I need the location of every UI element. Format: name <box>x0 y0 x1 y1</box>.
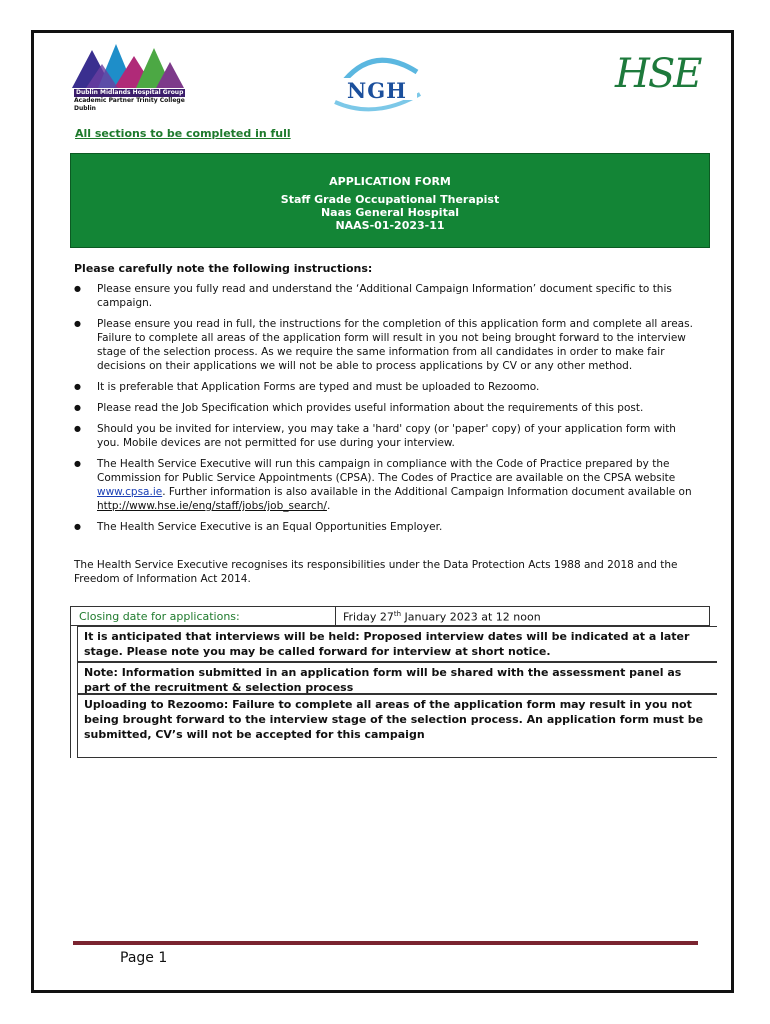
hse-jobs-link[interactable]: http://www.hse.ie/eng/staff/jobs/job_search/ <box>97 500 327 512</box>
complete-all-notice: All sections to be completed in full <box>75 127 291 140</box>
hse-logo <box>615 46 701 102</box>
position-title: Staff Grade Occupational Therapist <box>280 193 500 206</box>
bullet-icon: ● <box>74 319 81 328</box>
interview-note: It is anticipated that interviews will be held: Proposed interview dates will be indicated at a later stage. Please note you may be called forward for interview at short notice. <box>77 626 717 662</box>
rezoomo-upload-note: Uploading to Rezoomo: Failure to complete all areas of the application form may result in you not being brought forward to the interview stage of the selection process. An application form must be submitted, CV’s will not be accepted for this campaign <box>77 694 717 758</box>
page-number: Page 1 <box>120 950 168 966</box>
form-title: APPLICATION FORM <box>329 175 451 188</box>
bullet-icon: ● <box>74 382 81 391</box>
hse-text: HSE <box>615 51 701 97</box>
list-item: ● Should you be invited for interview, you may take a 'hard' copy (or 'paper' copy) of your application form with you. Mobile devices are not permitted for use during your interview. <box>74 423 676 449</box>
bullet-icon: ● <box>74 284 81 293</box>
list-item: ● The Health Service Executive will run this campaign in compliance with the Code of Practice prepared by the Commission for Public Service Appointments (CPSA). The Codes of Practice are available on the CPSA website www.cpsa.ie. Further information is also available in the Additional Campaign Information document available on http://www.hse.ie/eng/staff/jobs/job_search/. <box>74 458 692 512</box>
instructions-list <box>74 282 699 541</box>
ngh-logo <box>325 50 425 114</box>
instructions-heading: Please carefully note the following instructions: <box>74 262 373 275</box>
bullet-icon: ● <box>74 522 81 531</box>
closing-date-value: Friday 27th January 2023 at 12 noon <box>343 610 541 624</box>
reference-code: NAAS-01-2023-11 <box>335 219 445 232</box>
bullet-icon: ● <box>74 459 81 468</box>
panel-sharing-note: Note: Information submitted in an application form will be shared with the assessment panel as part of the recruitment & selection process <box>77 662 717 694</box>
list-item: ● Please ensure you fully read and understand the ‘Additional Campaign Information’ document specific to this campaign. <box>74 283 672 309</box>
list-item: ● The Health Service Executive is an Equal Opportunities Employer. <box>74 521 443 533</box>
data-protection-statement: The Health Service Executive recognises its responsibilities under the Data Protection Acts 1988 and 2018 and the Freedom of Information Act 2014. <box>74 559 678 585</box>
dmhg-logo <box>70 42 190 114</box>
list-item: ● Please read the Job Specification which provides useful information about the requirements of this post. <box>74 402 644 414</box>
hospital-name: Naas General Hospital <box>320 206 460 219</box>
application-banner <box>70 153 710 248</box>
logo-row <box>70 42 710 122</box>
bullet-icon: ● <box>74 424 81 433</box>
closing-date-row <box>70 606 710 626</box>
list-item: ● Please ensure you read in full, the instructions for the completion of this application form and complete all areas. Failure to complete all areas of the application form will result in you not being brought forward to the interview stage of the selection process. As we require the same information from all candidates in order to make fair decisions on their applications we will not be able to process applications by CV or any other method. <box>74 318 693 372</box>
list-item: ● It is preferable that Application Forms are typed and must be uploaded to Rezoomo. <box>74 381 540 393</box>
table-border <box>70 626 71 758</box>
bullet-icon: ● <box>74 403 81 412</box>
closing-date-label: Closing date for applications: <box>71 607 336 625</box>
cpsa-link[interactable]: www.cpsa.ie <box>97 486 163 498</box>
dmhg-partner: Academic Partner Trinity College Dublin <box>74 97 185 112</box>
footer-rule <box>73 941 698 945</box>
dmhg-name: Dublin Midlands Hospital Group <box>76 89 184 96</box>
ngh-text: NGH <box>347 78 407 103</box>
